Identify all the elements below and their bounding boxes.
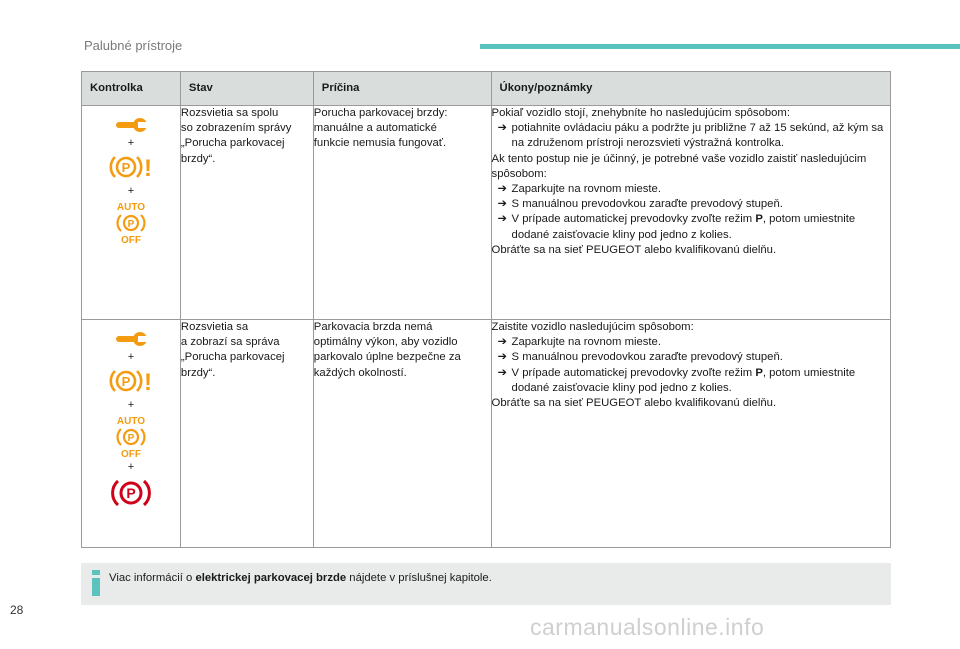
svg-text:P: P bbox=[121, 374, 131, 389]
plus-sign: + bbox=[127, 399, 135, 411]
column-header: Kontrolka bbox=[82, 72, 181, 106]
plus-sign: + bbox=[127, 185, 135, 197]
svg-text:P: P bbox=[126, 485, 136, 501]
parking-brake-icon bbox=[111, 476, 151, 510]
auto-parking-off-icon bbox=[113, 200, 149, 244]
plus-sign: + bbox=[127, 351, 135, 363]
indicator-cell bbox=[82, 320, 181, 548]
status-cell: Rozsvietia sa a zobrazí sa správa „Porucha parkovacej brzdy“. bbox=[180, 320, 313, 548]
auto-parking-off-icon bbox=[113, 414, 149, 458]
table-row bbox=[82, 106, 891, 320]
svg-text:OFF: OFF bbox=[120, 449, 141, 458]
svg-text:!: ! bbox=[143, 369, 152, 396]
svg-text:P: P bbox=[127, 219, 135, 230]
svg-text:AUTO: AUTO bbox=[116, 416, 146, 427]
plus-sign: + bbox=[127, 137, 135, 149]
table-header-row bbox=[82, 72, 891, 106]
svg-text:P: P bbox=[121, 160, 131, 175]
header-accent-bar bbox=[480, 44, 960, 49]
bullet-item: ➔ potiahnite ovládaciu páku a podržte ju približne 7 až 15 sekúnd, až kým sa na združenom prístroji nerozsvieti výstražná kontrolka. bbox=[497, 122, 884, 150]
bullet-item: ➔ S manuálnou prevodovkou zaraďte prevodový stupeň. bbox=[492, 350, 890, 365]
column-header: Príčina bbox=[313, 72, 491, 106]
cause-cell: Parkovacia brzda nemá optimálny výkon, aby vozidlo parkovalo úplne bezpečne za každých okolností. bbox=[313, 320, 491, 548]
info-box bbox=[81, 563, 891, 605]
status-cell: Rozsvietia sa spolu so zobrazením správy „Porucha parkovacej brzdy“. bbox=[180, 106, 313, 320]
table-row bbox=[82, 320, 891, 548]
bullet-arrow-icon: ➔ bbox=[497, 183, 508, 196]
plus-sign: + bbox=[127, 461, 135, 473]
bullet-item: ➔ Zaparkujte na rovnom mieste. bbox=[492, 182, 890, 197]
bullet-arrow-icon: ➔ bbox=[497, 198, 508, 211]
bullet-item: ➔ Zaparkujte na rovnom mieste. bbox=[492, 335, 890, 350]
bullet-arrow-icon: ➔ bbox=[497, 351, 508, 364]
bullet-item: ➔ V prípade automatickej prevodovky zvoľte režim P, potom umiestnite dodané zaisťovacie kliny pod jedno z kolies. bbox=[497, 213, 856, 241]
bullet-arrow-icon: ➔ bbox=[497, 336, 508, 349]
actions-cell: Zaistite vozidlo nasledujúcim spôsobom: ➔ Zaparkujte na rovnom mieste. ➔ S manuálnou prevodovkou zaraďte prevodový stupeň. ➔ V prípade automatickej prevodovky zvoľte režim P, potom umiestnite dodané zaisťovacie kliny pod jedno z kolies. Obráťte sa na sieť PEUGEOT alebo kvalifikovanú dielňu. bbox=[491, 320, 890, 548]
watermark: carmanualsonline.info bbox=[530, 614, 765, 640]
parking-brake-fault-icon bbox=[109, 366, 153, 396]
page-number: 28 bbox=[10, 603, 24, 617]
bullet-arrow-icon: ➔ bbox=[497, 213, 508, 226]
column-header: Stav bbox=[180, 72, 313, 106]
cause-cell: Porucha parkovacej brzdy: manuálne a automatické funkcie nemusia fungovať. bbox=[313, 106, 491, 320]
svg-text:!: ! bbox=[143, 155, 152, 182]
bullet-arrow-icon: ➔ bbox=[497, 366, 508, 379]
actions-cell: Pokiaľ vozidlo stojí, znehybníte ho nasledujúcim spôsobom: ➔ potiahnite ovládaciu páku a podržte ju približne 7 až 15 sekúnd, až kým sa na združenom prístroji nerozsvieti výstražná kontrolka. Ak tento postup nie je účinný, je potrebné vaše vozidlo zaistiť nasledujúcim spôsobom: ➔ Zaparkujte na rovnom mieste. ➔ S manuálnou prevodovkou zaraďte prevodový stupeň. ➔ V prípade automatickej prevodovky zvoľte režim P, potom umiestnite dodané zaisťovacie kliny pod jedno z kolies. Obráťte sa na sieť PEUGEOT alebo kvalifikovanú dielňu. bbox=[491, 106, 890, 320]
section-title: Palubné prístroje bbox=[84, 38, 183, 53]
info-text: Viac informácií o elektrickej parkovacej brzde nájdete v príslušnej kapitole. bbox=[109, 572, 492, 584]
wrench-icon bbox=[114, 330, 148, 348]
parking-brake-fault-icon bbox=[109, 152, 153, 182]
info-icon bbox=[89, 570, 103, 601]
svg-text:OFF: OFF bbox=[120, 235, 141, 244]
svg-text:AUTO: AUTO bbox=[116, 202, 146, 213]
wrench-icon bbox=[114, 116, 148, 134]
bullet-item: ➔ S manuálnou prevodovkou zaraďte prevodový stupeň. bbox=[492, 197, 890, 212]
bullet-item: ➔ V prípade automatickej prevodovky zvoľte režim P, potom umiestnite dodané zaisťovacie kliny pod jedno z kolies. bbox=[497, 366, 856, 394]
column-header: Úkony/poznámky bbox=[491, 72, 890, 106]
indicator-cell bbox=[82, 106, 181, 320]
svg-text:P: P bbox=[127, 433, 135, 444]
warning-lights-table bbox=[81, 71, 891, 548]
bullet-arrow-icon: ➔ bbox=[497, 122, 508, 135]
